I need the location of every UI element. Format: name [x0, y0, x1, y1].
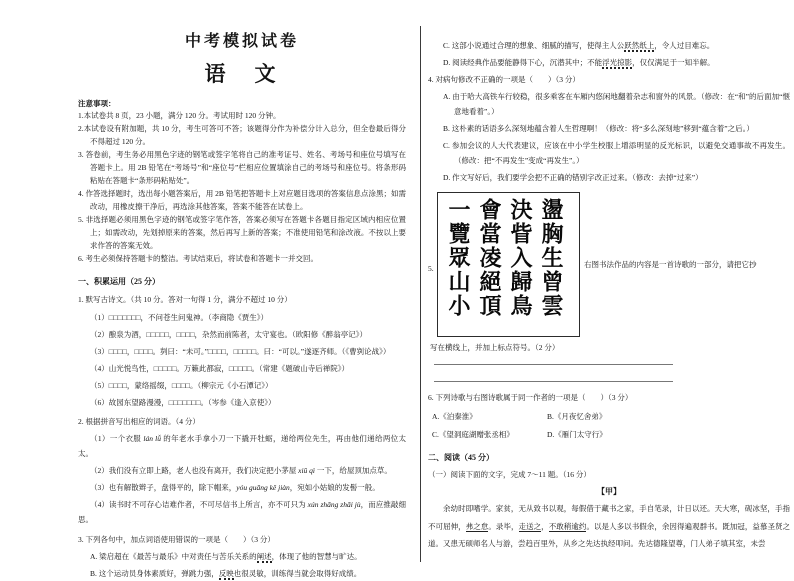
answer-line [434, 364, 673, 365]
q5-text-part2: 写在横线上，并加上标点符号。（2 分） [430, 343, 560, 352]
q2-item-4 [78, 497, 406, 527]
section1-heading: 一、积累运用（25 分） [78, 277, 160, 286]
exam-title: 中考模拟试卷 [184, 33, 299, 50]
q2-item-2 [78, 463, 406, 478]
q6-options-row1 [432, 410, 790, 423]
q4-stem: 4. 对病句修改不正确的一项是（ ）（3 分） [428, 75, 580, 84]
q1-item-2: （2）酿泉为酒，□□□□□，□□□□，杂然而前陈者，太守宴也。（欧阳修《醉翁亭记》） [90, 330, 368, 339]
q2-item-text: （3）也有解散辫子，盘得平的，除下帽来， [90, 483, 237, 492]
option-text: A. 梁启超在《最苦与最乐》中对责任与苦乐关系的 [90, 552, 257, 561]
passage-segment: 。录毕， [488, 521, 519, 531]
q6-option-a: A.《泊秦淮》 [432, 412, 477, 421]
passage-segment: 余幼时即嗜学。家贫，无从致书以观，每假借于藏书之家，手自笔录，计日以还。天大寒，砚冰坚，手指不可屈伸， [428, 504, 790, 531]
notice-item: 5. 非选择题必须用黑色字迹的钢笔或签字笔作答，答案必须写在答题卡各题目指定区域内相应位置上；如需改动，先划掉原来的答案，然后再写上新的答案；不准使用铅笔和涂改液。不按以上要求作答的答案无效。 [78, 215, 406, 250]
option-text: ，仅仅满足于一知半解。 [632, 58, 715, 67]
q4-option-d: D. 作文写好后，我们要学会把不正确的错别字改正过来。（修改：去掉“过来”） [443, 173, 703, 182]
notice-item: 1.本试卷共 8 页，23 小题，满分 120 分。考试用时 120 分钟。 [78, 111, 281, 120]
q6-options-row2 [432, 428, 790, 441]
q1-item-3: （3）□□□□，□□□□。刿曰：“未可。”□□□□，□□□□□。曰：“可以。”遂逐齐师。（《曹刿论战》） [90, 347, 391, 356]
right-column [428, 36, 790, 560]
q1-item-4: （4）山光悦鸟性，□□□□□。万籁此都寂，□□□□□。（常建《题破山寺后禅院》） [90, 364, 350, 373]
q2-item-text: 的年老水手拿小刀一下撬开牡蛎，递给两位先生，再由他们递给两位太太。 [78, 434, 407, 458]
q6-option-d: D.《雁门太守行》 [547, 430, 607, 439]
option-text: B. 这个运动员身体素质好，弹跳力强， [90, 569, 219, 578]
calligraphy-column: 盪胸生曾雲 [538, 198, 564, 318]
q6-option-b: B.《月夜忆舍弟》 [547, 412, 607, 421]
emphasized-word: 阐述 [256, 552, 272, 561]
q2-item-1 [78, 431, 406, 461]
pinyin-text: yóu guāng kě jiàn [236, 483, 290, 492]
q2-stem: 2. 根据拼音写出相应的词语。（4 分） [78, 417, 200, 426]
calligraphy-column: 會當凌絕頂 [476, 198, 502, 318]
option-text: ，体现了他的智慧与旷达。 [271, 552, 362, 561]
q2-item-text: ，宛如小姑娘的发髻一般。 [289, 483, 380, 492]
q3-stem: 3. 下列各句中，加点词语使用错误的一项是（ ）（3 分） [78, 535, 275, 544]
underlined-phrase: 弗之怠 [465, 521, 489, 531]
q3-option-a [78, 549, 406, 564]
pinyin-text: lán lǚ [143, 434, 162, 443]
column-divider [420, 26, 421, 562]
q2-item-text: （4）读书时不可存心诘难作者，不可尽信书上所言，亦不可只为 [90, 500, 308, 509]
option-text: 也很灵敏，训练得当就会取得好成绩。 [233, 569, 362, 578]
q3-option-d [443, 55, 790, 70]
passage-text [428, 500, 790, 553]
notice-item: 3. 答卷前，考生务必用黑色字迹的钢笔或签字笔将自己的准考证号、姓名、考场号和座位号填写在答题卡上。用 2B 铅笔在“考场号”和“座位号”栏相应位置填涂自己的考场号和座位号。将条形码粘贴在答题卡“条形码粘贴处”。 [78, 150, 406, 185]
section2-heading: 二、阅读（45 分） [428, 453, 494, 462]
option-text: ，令人过目难忘。 [654, 41, 715, 50]
subject-title: 语 文 [204, 62, 280, 86]
q4-option-b: B. 这朴素的话语多么深刻地蕴含着人生哲理啊！（修改：将“多么深刻地”移到“蕴含着”之后。） [443, 124, 754, 133]
section2-subheading: （一）阅读下面的文字，完成 7～11 题。（16 分） [428, 470, 591, 479]
q1-item-5: （5）□□□□，蒙络摇缀，□□□□。（柳宗元《小石潭记》） [90, 381, 273, 390]
notice-section [78, 98, 406, 265]
calligraphy-column: 一覽眾山小 [445, 198, 471, 318]
passage-segment: 。以是人多以书假余，余因得遍观群书。既加冠，益慕圣贤之道。又患无硕师名人与游，尝趋百里外，从乡之先达执经叩问。先达德隆望尊，门人弟子填其室，未尝 [428, 521, 791, 548]
q6-stem: 6. 下列诗歌与右图诗歌属于同一作者的一项是（ ）（3 分） [428, 393, 633, 402]
q5-number: 5. [428, 264, 434, 273]
notice-item: 4. 作答选择题时，选出每小题答案后，用 2B 铅笔把答题卡上对应题目选项的答案信息点涂黑；如需改动，用橡皮擦干净后，再选涂其他答案，答案不能答在试卷上。 [78, 189, 406, 211]
q5-block [428, 192, 790, 388]
q3-option-c [443, 38, 790, 53]
q2-item-3 [78, 480, 406, 495]
q4-option-c: C. 参加会议的人大代表建议，应该在中小学生校服上增添明显的反光标识，以避免交通事故不再发生。（修改：把“不再发生”变成“再发生”。） [443, 141, 790, 165]
underlined-phrase: 走送之 [518, 521, 542, 531]
q2-item-text: （1）一个衣服 [90, 434, 144, 443]
q2-item-text: ，而应推敲细思。 [78, 500, 407, 524]
q5-text-part1: 右图书法作品的内容是一首诗歌的一部分，请把它抄 [584, 260, 757, 269]
q1-stem: 1. 默写古诗文。（共 10 分。答对一句得 1 分，满分不超过 10 分） [78, 295, 292, 304]
pinyin-text: xiū qì [298, 466, 315, 475]
notice-item: 6. 考生必须保持答题卡的整洁。考试结束后，将试卷和答题卡一并交回。 [78, 254, 318, 263]
emphasized-word: 反映 [218, 569, 234, 578]
option-text: D. 阅读经典作品要能静得下心，沉潜其中；不能 [443, 58, 603, 67]
q4-option-a: A. 由于哈大高铁车行较稳，很多乘客在车厢内悠闲地翻着杂志和窗外的风景。（修改：在“和”的后面加“惬意地看着”。） [443, 92, 790, 116]
emphasized-word: 浮光掠影 [602, 58, 633, 67]
passage-label: 【甲】 [597, 487, 621, 496]
q6-option-c: C.《望洞庭湖赠张丞相》 [432, 430, 514, 439]
passage-segment: ， [541, 521, 549, 531]
notice-heading: 注意事项： [78, 99, 116, 108]
emphasized-word: 跃然纸上 [624, 41, 655, 50]
calligraphy-column: 決眥入歸鳥 [507, 198, 533, 318]
left-column [78, 28, 406, 581]
q2-item-text: 一下，给屋顶加点草。 [315, 466, 392, 475]
q1-item-1: （1）□□□□□□□，不问苍生问鬼神。（李商隐《贾生》） [90, 313, 268, 322]
q3-option-b [78, 566, 406, 581]
option-text: C. 这部小说通过合理的想象、细腻的描写，使得主人公 [443, 41, 625, 50]
underlined-phrase: 不敢稍逾约 [548, 521, 587, 531]
answer-line [434, 381, 673, 382]
pinyin-text: xún zhāng zhāi jù [307, 500, 361, 509]
notice-item: 2.本试卷设有附加题，共 10 分，考生可答可不答；该题得分作为补偿分计入总分，但全卷最后得分不得超过 120 分。 [78, 124, 406, 146]
calligraphy-artwork [437, 192, 580, 337]
q1-item-6: （6）故园东望路漫漫，□□□□□□□。（岑参《逢入京使》） [90, 398, 276, 407]
q2-item-text: （2）我们没有立即上路，老人也没有离开，我们决定把小茅屋 [90, 466, 299, 475]
